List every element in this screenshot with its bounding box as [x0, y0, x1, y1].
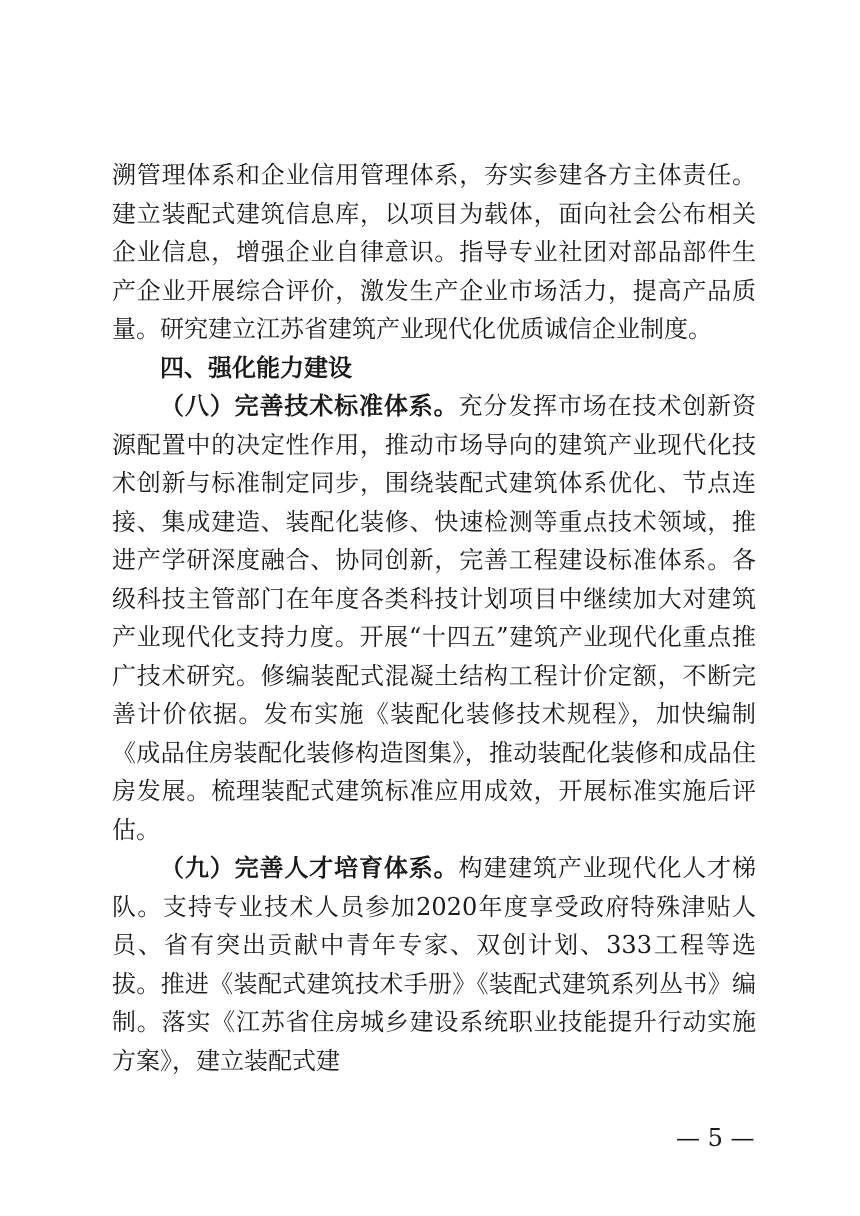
paragraph-body-talent-cultivation: 构建建筑产业现代化人才梯队。支持专业技术人员参加2020年度享受政府特殊津贴人员、省有突出贡献中青年专家、双创计划、333工程等选拔。推进《装配式建筑技术手册》《装配式建筑系列丛书》编制。落实《江苏省住房城乡建设系统职业技能提升行动实施方案》，建立装配式建 — [112, 854, 757, 1075]
paragraph-body-technical-standards: 充分发挥市场在技术创新资源配置中的决定性作用，推动市场导向的建筑产业现代化技术创新与标准制定同步，围绕装配式建筑体系优化、节点连接、集成建造、装配化装修、快速检测等重点技术领域，推进产学研深度融合、协同创新，完善工程建设标准体系。各级科技主管部门在年度各类科技计划项目中继续加大对建筑产业现代化支持力度。开展“十四五”建筑产业现代化重点推广技术研究。修编装配式混凝土结构工程计价定额，不断完善计价依据。发布实施《装配化装修技术规程》，加快编制《成品住房装配化装修构造图集》，推动装配化装修和成品住房发展。梳理装配式建筑标准应用成效，开展标准实施后评估。 — [112, 392, 757, 844]
paragraph-lead-technical-standards: （八）完善技术标准体系。 — [160, 391, 459, 420]
document-body — [112, 156, 756, 1080]
paragraph-technical-standards — [112, 387, 756, 849]
paragraph-lead-talent-cultivation: （九）完善人才培育体系。 — [160, 853, 459, 882]
paragraph-credit-system: 溯管理体系和企业信用管理体系，夯实参建各方主体责任。建立装配式建筑信息库，以项目为载体，面向社会公布相关企业信息，增强企业自律意识。指导专业社团对部品部件生产企业开展综合评价，激发生产企业市场活力，提高产品质量。研究建立江苏省建筑产业现代化优质诚信企业制度。 — [112, 161, 756, 343]
page-number: — 5 — — [676, 1124, 755, 1152]
section-heading-capacity-building: 四、强化能力建设 — [160, 353, 352, 382]
paragraph-talent-cultivation — [112, 849, 756, 1080]
